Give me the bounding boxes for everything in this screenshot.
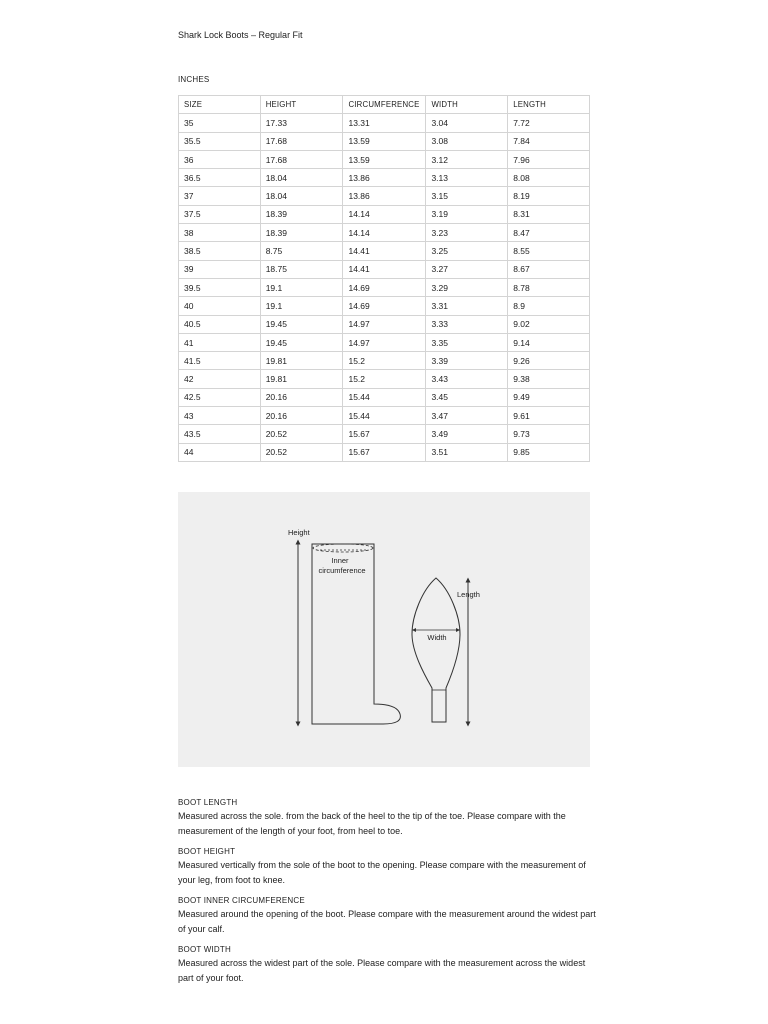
table-cell: 9.73 xyxy=(508,425,590,443)
table-cell: 3.25 xyxy=(426,242,508,260)
table-cell: 8.19 xyxy=(508,187,590,205)
table-row xyxy=(179,242,590,260)
table-cell: 38.5 xyxy=(179,242,261,260)
column-header: CIRCUMFERENCE xyxy=(343,96,426,114)
table-cell: 19.45 xyxy=(260,315,343,333)
table-cell: 15.44 xyxy=(343,407,426,425)
table-cell: 3.27 xyxy=(426,260,508,278)
table-cell: 17.33 xyxy=(260,114,343,132)
table-cell: 3.35 xyxy=(426,333,508,351)
table-row xyxy=(179,260,590,278)
column-header: WIDTH xyxy=(426,96,508,114)
measurement-diagram xyxy=(178,492,590,767)
table-cell: 42 xyxy=(179,370,261,388)
table-cell: 43 xyxy=(179,407,261,425)
table-cell: 42.5 xyxy=(179,388,261,406)
table-cell: 17.68 xyxy=(260,132,343,150)
table-cell: 8.55 xyxy=(508,242,590,260)
table-cell: 9.02 xyxy=(508,315,590,333)
table-cell: 3.47 xyxy=(426,407,508,425)
table-cell: 39.5 xyxy=(179,278,261,296)
table-row xyxy=(179,169,590,187)
table-cell: 13.31 xyxy=(343,114,426,132)
table-cell: 18.39 xyxy=(260,224,343,242)
table-cell: 9.26 xyxy=(508,352,590,370)
table-cell: 3.45 xyxy=(426,388,508,406)
table-row xyxy=(179,388,590,406)
table-row xyxy=(179,205,590,223)
table-cell: 3.19 xyxy=(426,205,508,223)
definition-text: Measured around the opening of the boot. Please compare with the measurement around the widest part of your calf. xyxy=(178,909,596,934)
table-header-row xyxy=(179,96,590,114)
column-header: SIZE xyxy=(179,96,261,114)
table-cell: 14.69 xyxy=(343,278,426,296)
table-row xyxy=(179,443,590,461)
table-cell: 19.45 xyxy=(260,333,343,351)
table-row xyxy=(179,407,590,425)
table-cell: 3.13 xyxy=(426,169,508,187)
height-label: Height xyxy=(288,528,310,537)
table-cell: 8.9 xyxy=(508,297,590,315)
table-cell: 13.86 xyxy=(343,169,426,187)
measurement-definitions xyxy=(178,796,598,992)
table-cell: 9.38 xyxy=(508,370,590,388)
table-cell: 14.97 xyxy=(343,333,426,351)
length-label: Length xyxy=(457,590,480,599)
table-cell: 3.12 xyxy=(426,150,508,168)
table-cell: 36.5 xyxy=(179,169,261,187)
units-label: INCHES xyxy=(178,75,210,84)
table-cell: 40 xyxy=(179,297,261,315)
table-cell: 3.23 xyxy=(426,224,508,242)
table-cell: 20.16 xyxy=(260,388,343,406)
table-cell: 40.5 xyxy=(179,315,261,333)
table-cell: 18.04 xyxy=(260,187,343,205)
table-cell: 3.04 xyxy=(426,114,508,132)
table-cell: 7.72 xyxy=(508,114,590,132)
definition-text: Measured vertically from the sole of the boot to the opening. Please compare with the measurement of your leg, from foot to knee. xyxy=(178,860,586,885)
table-cell: 20.16 xyxy=(260,407,343,425)
table-cell: 14.69 xyxy=(343,297,426,315)
heel-shape xyxy=(432,690,446,722)
table-row xyxy=(179,333,590,351)
table-cell: 41.5 xyxy=(179,352,261,370)
table-cell: 37.5 xyxy=(179,205,261,223)
table-cell: 3.39 xyxy=(426,352,508,370)
table-body xyxy=(179,114,590,462)
column-header: LENGTH xyxy=(508,96,590,114)
boot-illustration xyxy=(178,492,590,767)
definition-title: BOOT HEIGHT xyxy=(178,847,236,856)
definition-title: BOOT LENGTH xyxy=(178,798,238,807)
table-cell: 14.97 xyxy=(343,315,426,333)
sole-shape xyxy=(412,578,460,722)
definition-boot-length xyxy=(178,796,598,839)
table-cell: 3.51 xyxy=(426,443,508,461)
page-title: Shark Lock Boots – Regular Fit xyxy=(178,30,303,40)
table-cell: 19.1 xyxy=(260,278,343,296)
table-row xyxy=(179,352,590,370)
table-cell: 15.2 xyxy=(343,370,426,388)
table-cell: 41 xyxy=(179,333,261,351)
table-cell: 37 xyxy=(179,187,261,205)
table-cell: 18.04 xyxy=(260,169,343,187)
table-cell: 8.67 xyxy=(508,260,590,278)
table-cell: 44 xyxy=(179,443,261,461)
table-cell: 3.33 xyxy=(426,315,508,333)
table-cell: 15.44 xyxy=(343,388,426,406)
table-cell: 43.5 xyxy=(179,425,261,443)
table-row xyxy=(179,150,590,168)
column-header: HEIGHT xyxy=(260,96,343,114)
table-cell: 9.49 xyxy=(508,388,590,406)
table-cell: 8.47 xyxy=(508,224,590,242)
table-cell: 3.29 xyxy=(426,278,508,296)
table-cell: 9.85 xyxy=(508,443,590,461)
table-row xyxy=(179,297,590,315)
table-cell: 17.68 xyxy=(260,150,343,168)
table-row xyxy=(179,370,590,388)
definition-boot-width xyxy=(178,943,598,986)
table-cell: 14.41 xyxy=(343,260,426,278)
table-cell: 39 xyxy=(179,260,261,278)
table-row xyxy=(179,114,590,132)
definition-title: BOOT INNER CIRCUMFERENCE xyxy=(178,896,305,905)
table-cell: 20.52 xyxy=(260,425,343,443)
table-cell: 15.2 xyxy=(343,352,426,370)
table-cell: 3.49 xyxy=(426,425,508,443)
size-chart-table xyxy=(178,95,590,462)
definition-title: BOOT WIDTH xyxy=(178,945,231,954)
table-cell: 14.14 xyxy=(343,224,426,242)
table-cell: 19.81 xyxy=(260,370,343,388)
table-cell: 8.75 xyxy=(260,242,343,260)
table-cell: 38 xyxy=(179,224,261,242)
definition-text: Measured across the sole. from the back of the heel to the tip of the toe. Please compare with the measurement of the length of your foot, from heel to toe. xyxy=(178,811,566,836)
table-row xyxy=(179,278,590,296)
table-cell: 13.59 xyxy=(343,132,426,150)
table-row xyxy=(179,315,590,333)
table-cell: 9.61 xyxy=(508,407,590,425)
table-cell: 9.14 xyxy=(508,333,590,351)
definition-text: Measured across the widest part of the sole. Please compare with the measurement across the widest part of your foot. xyxy=(178,958,586,983)
table-cell: 3.43 xyxy=(426,370,508,388)
table-cell: 8.78 xyxy=(508,278,590,296)
table-cell: 15.67 xyxy=(343,443,426,461)
definition-boot-inner-circumference xyxy=(178,894,598,937)
table-row xyxy=(179,224,590,242)
table-cell: 35.5 xyxy=(179,132,261,150)
table-cell: 7.84 xyxy=(508,132,590,150)
table-cell: 14.41 xyxy=(343,242,426,260)
table-cell: 13.86 xyxy=(343,187,426,205)
table-cell: 18.39 xyxy=(260,205,343,223)
table-cell: 8.08 xyxy=(508,169,590,187)
table-row xyxy=(179,132,590,150)
table-cell: 36 xyxy=(179,150,261,168)
inner-circumference-label-1: Inner xyxy=(331,556,349,565)
table-row xyxy=(179,187,590,205)
table-cell: 7.96 xyxy=(508,150,590,168)
table-cell: 19.81 xyxy=(260,352,343,370)
table-cell: 3.08 xyxy=(426,132,508,150)
table-row xyxy=(179,425,590,443)
table-cell: 15.67 xyxy=(343,425,426,443)
table-cell: 13.59 xyxy=(343,150,426,168)
table-cell: 35 xyxy=(179,114,261,132)
table-cell: 19.1 xyxy=(260,297,343,315)
inner-circumference-label-2: circumference xyxy=(318,566,366,575)
table-cell: 8.31 xyxy=(508,205,590,223)
width-label: Width xyxy=(427,633,447,642)
boot-opening xyxy=(313,544,373,552)
table-cell: 3.31 xyxy=(426,297,508,315)
definition-boot-height xyxy=(178,845,598,888)
table-cell: 3.15 xyxy=(426,187,508,205)
table-cell: 14.14 xyxy=(343,205,426,223)
table-cell: 20.52 xyxy=(260,443,343,461)
table-cell: 18.75 xyxy=(260,260,343,278)
